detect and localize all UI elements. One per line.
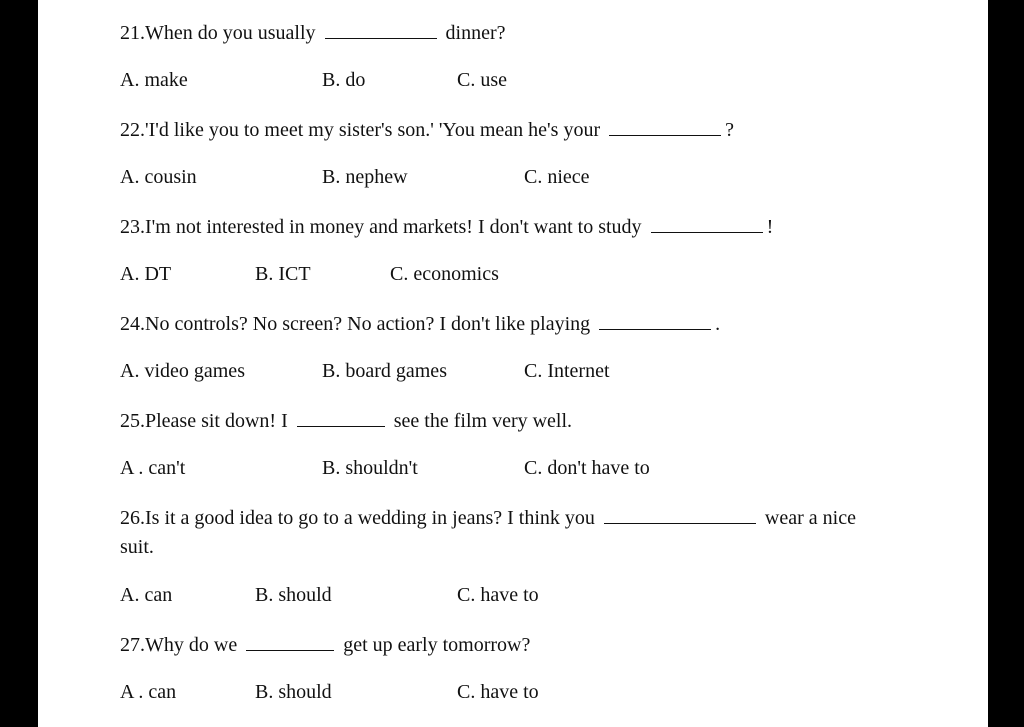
answer-blank bbox=[651, 214, 763, 233]
option-c[interactable]: C. niece bbox=[524, 166, 590, 188]
option-b[interactable]: B. should bbox=[255, 584, 332, 606]
question-27: 27.Why do we get up early tomorrow? bbox=[120, 634, 531, 656]
question-text-end: . bbox=[715, 313, 721, 335]
option-c[interactable]: C. Internet bbox=[524, 360, 610, 382]
question-text-end: see the film very well. bbox=[393, 410, 573, 432]
option-b[interactable]: B. shouldn't bbox=[322, 457, 418, 479]
answer-blank bbox=[325, 20, 437, 39]
question-text-end: ? bbox=[725, 119, 734, 141]
option-b[interactable]: B. nephew bbox=[322, 166, 408, 188]
question-26-continuation: suit. bbox=[120, 536, 154, 558]
question-text-end: ! bbox=[766, 216, 774, 238]
option-c[interactable]: C. have to bbox=[457, 681, 539, 703]
question-number: 26 bbox=[120, 507, 140, 529]
question-25: 25.Please sit down! I see the film very well. bbox=[120, 410, 573, 432]
worksheet-page bbox=[38, 0, 988, 727]
question-text: Why do we bbox=[145, 634, 238, 656]
option-a[interactable]: A. cousin bbox=[120, 166, 197, 188]
question-text-end: get up early tomorrow? bbox=[343, 634, 531, 656]
question-text: Please sit down! I bbox=[145, 410, 288, 432]
question-26: 26.Is it a good idea to go to a wedding in jeans? I think you wear a nice bbox=[120, 507, 856, 529]
option-c[interactable]: C. have to bbox=[457, 584, 539, 606]
option-c[interactable]: C. don't have to bbox=[524, 457, 650, 479]
option-a[interactable]: A. DT bbox=[120, 263, 172, 285]
answer-blank bbox=[297, 408, 385, 427]
option-a[interactable]: A . can't bbox=[120, 457, 186, 479]
question-number: 24 bbox=[120, 313, 140, 335]
question-number: 25 bbox=[120, 410, 140, 432]
question-21: 21.When do you usually dinner? bbox=[120, 22, 506, 44]
option-c[interactable]: C. use bbox=[457, 69, 507, 91]
option-a[interactable]: A . can bbox=[120, 681, 177, 703]
question-text: When do you usually bbox=[145, 22, 316, 44]
question-22: 22.'I'd like you to meet my sister's son.' 'You mean he's your ? bbox=[120, 119, 734, 141]
question-23: 23.I'm not interested in money and markets! I don't want to study ! bbox=[120, 216, 774, 238]
question-text-end: dinner? bbox=[445, 22, 506, 44]
option-b[interactable]: B. board games bbox=[322, 360, 447, 382]
option-b[interactable]: B. ICT bbox=[255, 263, 311, 285]
answer-blank bbox=[246, 632, 334, 651]
question-number: 23 bbox=[120, 216, 140, 238]
option-a[interactable]: A. can bbox=[120, 584, 173, 606]
question-text: I'm not interested in money and markets! I don't want to study bbox=[145, 216, 642, 238]
question-text-end: wear a nice bbox=[764, 507, 856, 529]
question-number: 27 bbox=[120, 634, 140, 656]
option-a[interactable]: A. make bbox=[120, 69, 188, 91]
option-b[interactable]: B. should bbox=[255, 681, 332, 703]
question-number: 21 bbox=[120, 22, 140, 44]
option-c[interactable]: C. economics bbox=[390, 263, 499, 285]
question-text: 'I'd like you to meet my sister's son.' 'You mean he's your bbox=[145, 119, 601, 141]
option-a[interactable]: A. video games bbox=[120, 360, 245, 382]
question-text: No controls? No screen? No action? I don't like playing bbox=[145, 313, 591, 335]
answer-blank bbox=[599, 311, 711, 330]
answer-blank bbox=[609, 117, 721, 136]
answer-blank bbox=[604, 505, 756, 524]
option-b[interactable]: B. do bbox=[322, 69, 366, 91]
question-text: Is it a good idea to go to a wedding in jeans? I think you bbox=[145, 507, 595, 529]
question-24: 24.No controls? No screen? No action? I don't like playing . bbox=[120, 313, 721, 335]
question-number: 22 bbox=[120, 119, 140, 141]
